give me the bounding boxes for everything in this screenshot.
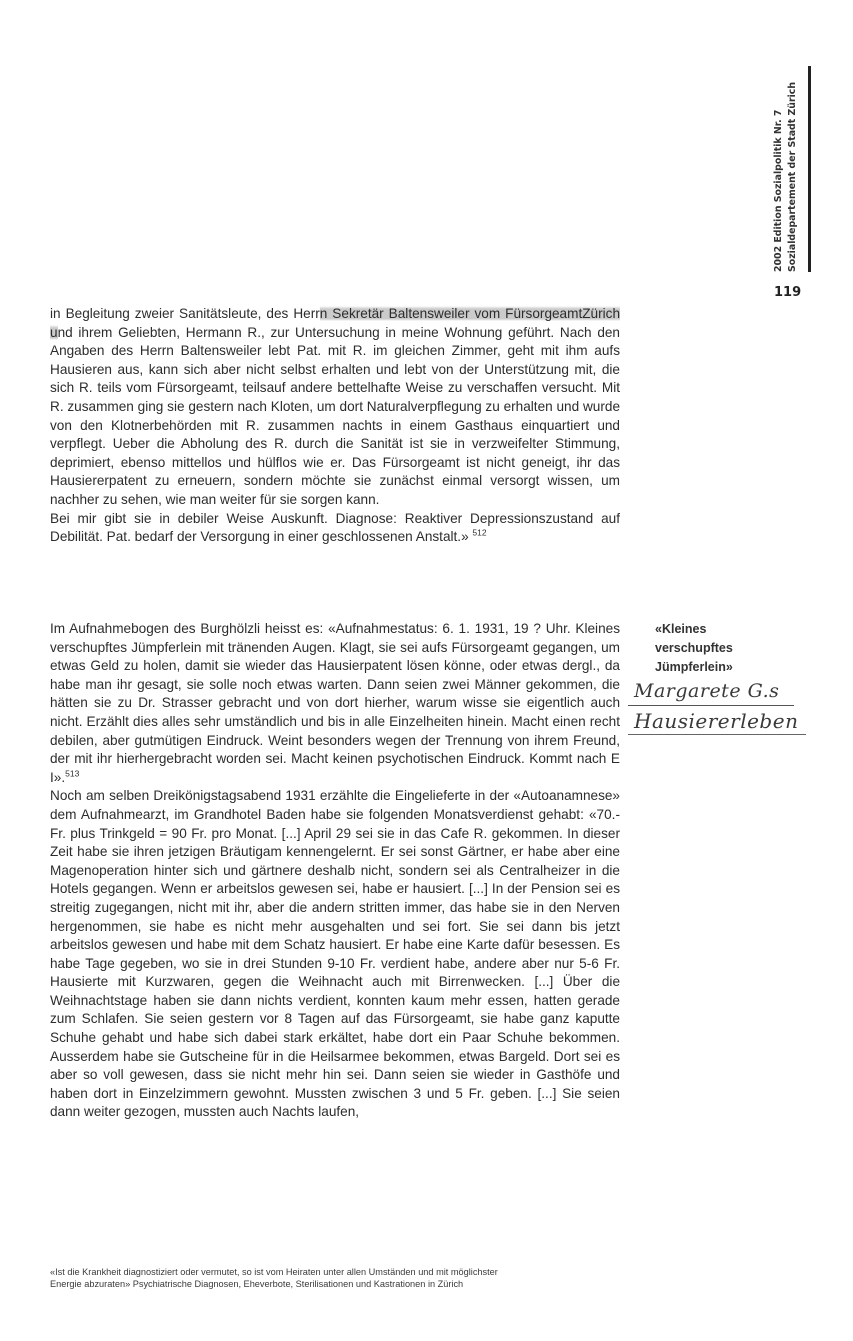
paragraph-3 bbox=[50, 620, 620, 787]
paragraph-2 bbox=[50, 510, 620, 547]
handwritten-annotation bbox=[628, 678, 828, 735]
margin-note bbox=[655, 620, 815, 677]
highlighted-text-2: Zürich u bbox=[50, 306, 621, 340]
running-head bbox=[768, 66, 816, 272]
running-head-rule bbox=[808, 66, 811, 272]
page-footer bbox=[50, 1266, 650, 1290]
paragraph-1 bbox=[50, 305, 620, 510]
paragraph-3-text: Im Aufnahmebogen des Burghölzli heisst es: «Aufnahmestatus: 6. 1. 1931, 19 ? Uhr. Kleines verschupftes Jümpferlein mit tränenden Augen. Klagt, sie sei aufs Fürsorgeamt gegangen, um etwas Geld zu holen, damit sie wieder das Hausierpatent lösen könne, oder etwas dergl., da habe man ihr gesagt, sie solle noch etwas warten. Dann seien zwei Männer gekommen, die hätten sie zu Dr. Strasser gebracht und von dort hierher, warum wisse sie eigentlich auch nicht. Erzählt dies alles sehr umständlich und bis in alle Einzelheiten hinein. Macht einen recht debilen, aber gutmütigen Eindruck. Weint besonders wegen der Trennung von ihrem Freund, der mit ihr hierhergebracht worden sei. Macht keinen psychotischen Eindruck. Kommt nach E I». bbox=[50, 621, 620, 785]
running-head-line-1: 2002 Edition Sozialpolitik Nr. 7 bbox=[773, 109, 784, 272]
running-head-text bbox=[768, 66, 804, 272]
footer-line-2: Energie abzuraten» Psychiatrische Diagnosen, Eheverbote, Sterilisationen und Kastrationen in Zürich bbox=[50, 1279, 464, 1289]
paragraph-4: Noch am selben Dreikönigstagsabend 1931 erzählte die Eingelieferte in der «Autoanamnese» dem Aufnahmearzt, im Grandhotel Baden habe sie folgenden Monatsverdienst gehabt: «70.- Fr. plus Trinkgeld = 90 Fr. pro Monat. [...] April 29 sei sie in das Cafe R. gekommen. In dieser Zeit habe sie ihren jetzigen Bräutigam kennengelernt. Er sei sonst Gärtner, er habe aber eine Magenoperation hinter sich und gärtnere deshalb nicht, sondern sei als Centralheizer in die Hotels gegangen. Wenn er arbeitslos gewesen sei, habe er hausiert. [...] In der Pension sei es streitig zugegangen, nicht mit ihr, aber die andern stritten immer, das habe sie in den Nerven hergenommen, sie habe es nicht mehr ausgehalten und sei fort. Sie sei dann bis jetzt arbeitslos gewesen und habe mit dem Schatz hausiert. Er habe eine Karte dafür besessen. Es habe Tage gegeben, wo sie in drei Stunden 9-10 Fr. verdient habe, andere aber nur 5-6 Fr. Hausierte mit Kurzwaren, gegen die Weihnacht auch mit Birrenwecken. [...] Über die Weihnachtstage haben sie dann nichts verdient, konnten kaum mehr essen, hatten gerade zum Schlafen. Sie seien gestern vor 8 Tagen auf das Fürsorgeamt, sie habe ganz kaputte Schuhe gehabt und habe sich dabei stark erkältet, habe dort ein Paar Schuhe bekommen. Ausserdem habe sie Gutscheine für in die Heilsarmee bekommen, etwas Bargeld. Dort sei es aber so voll gewesen, dass sie nicht mehr hin sei. Dann seien sie wieder in Gasthöfe und haben dort in Einzelzimmern gewohnt. Mussten zwischen 3 und 5 Fr. geben. [...] Sie seien dann weiter gezogen, mussten auch Nachts laufen, bbox=[50, 788, 620, 1120]
paragraph-2-text: Bei mir gibt sie in debiler Weise Auskunft. Diagnose: Reaktiver Depressionszustand auf Debilität. Pat. bedarf der Versorgung in einer geschlossenen Anstalt.» bbox=[50, 510, 620, 545]
footnote-ref-513[interactable]: 513 bbox=[65, 768, 80, 779]
paragraph-1-start: in Begleitung zweier Sanitätsleute, des Herr bbox=[50, 306, 320, 321]
paragraph-1-rest: nd ihrem Geliebten, Hermann R., zur Untersuchung in meine Wohnung geführt. Nach den Angaben des Herrn Baltensweiler lebt Pat. mit R. im gleichen Zimmer, geht mit ihm aufs Hausieren aus, kann sich aber nicht selbst erhalten und lebt von der Unterstützung mit, die sich R. teils vom Fürsorgeamt, teilsauf andere bettelhafte Weise zu verschaffen versucht. Mit R. zusammen ging sie gestern nach Kloten, um dort Naturalverpflegung zu erhalten und wurde von den Klotnerbehörden mit R. zusammen nachts in einem Gasthaus einquartiert und verpflegt. Ueber die Abholung des R. durch die Sanität ist sie in verzweifelter Stimmung, deprimiert, ebenso mittellos und hülflos wie er. Das Fürsorgeamt ist nicht geneigt, ihr das Hausiererpatent zu erneuern, sondern möchte sie zunächst einmal versorgt wissen, um nachher zu sehen, wie man weiter für sie sorgen kann. bbox=[50, 324, 620, 507]
handwritten-line-2: Hausiererleben bbox=[628, 708, 806, 735]
margin-note-line-1: «Kleines bbox=[655, 622, 707, 636]
margin-note-line-3: Jümpferlein» bbox=[655, 660, 733, 674]
handwritten-line-1: Margarete G.s bbox=[628, 678, 794, 706]
highlighted-text-1: n Sekretär Baltensweiler vom Fürsorgeamt bbox=[319, 306, 583, 321]
body-text-block-2 bbox=[50, 620, 620, 1122]
footer-line-1: «Ist die Krankheit diagnostiziert oder vermutet, so ist vom Heiraten unter allen Umständen und mit möglichster bbox=[50, 1267, 498, 1277]
margin-note-line-2: verschupftes bbox=[655, 641, 733, 655]
body-text-block-1 bbox=[50, 305, 620, 547]
running-head-line-2: Sozialdepartement der Stadt Zürich bbox=[787, 81, 798, 272]
footnote-ref-512[interactable]: 512 bbox=[472, 527, 487, 538]
page-number: 119 bbox=[774, 285, 802, 300]
